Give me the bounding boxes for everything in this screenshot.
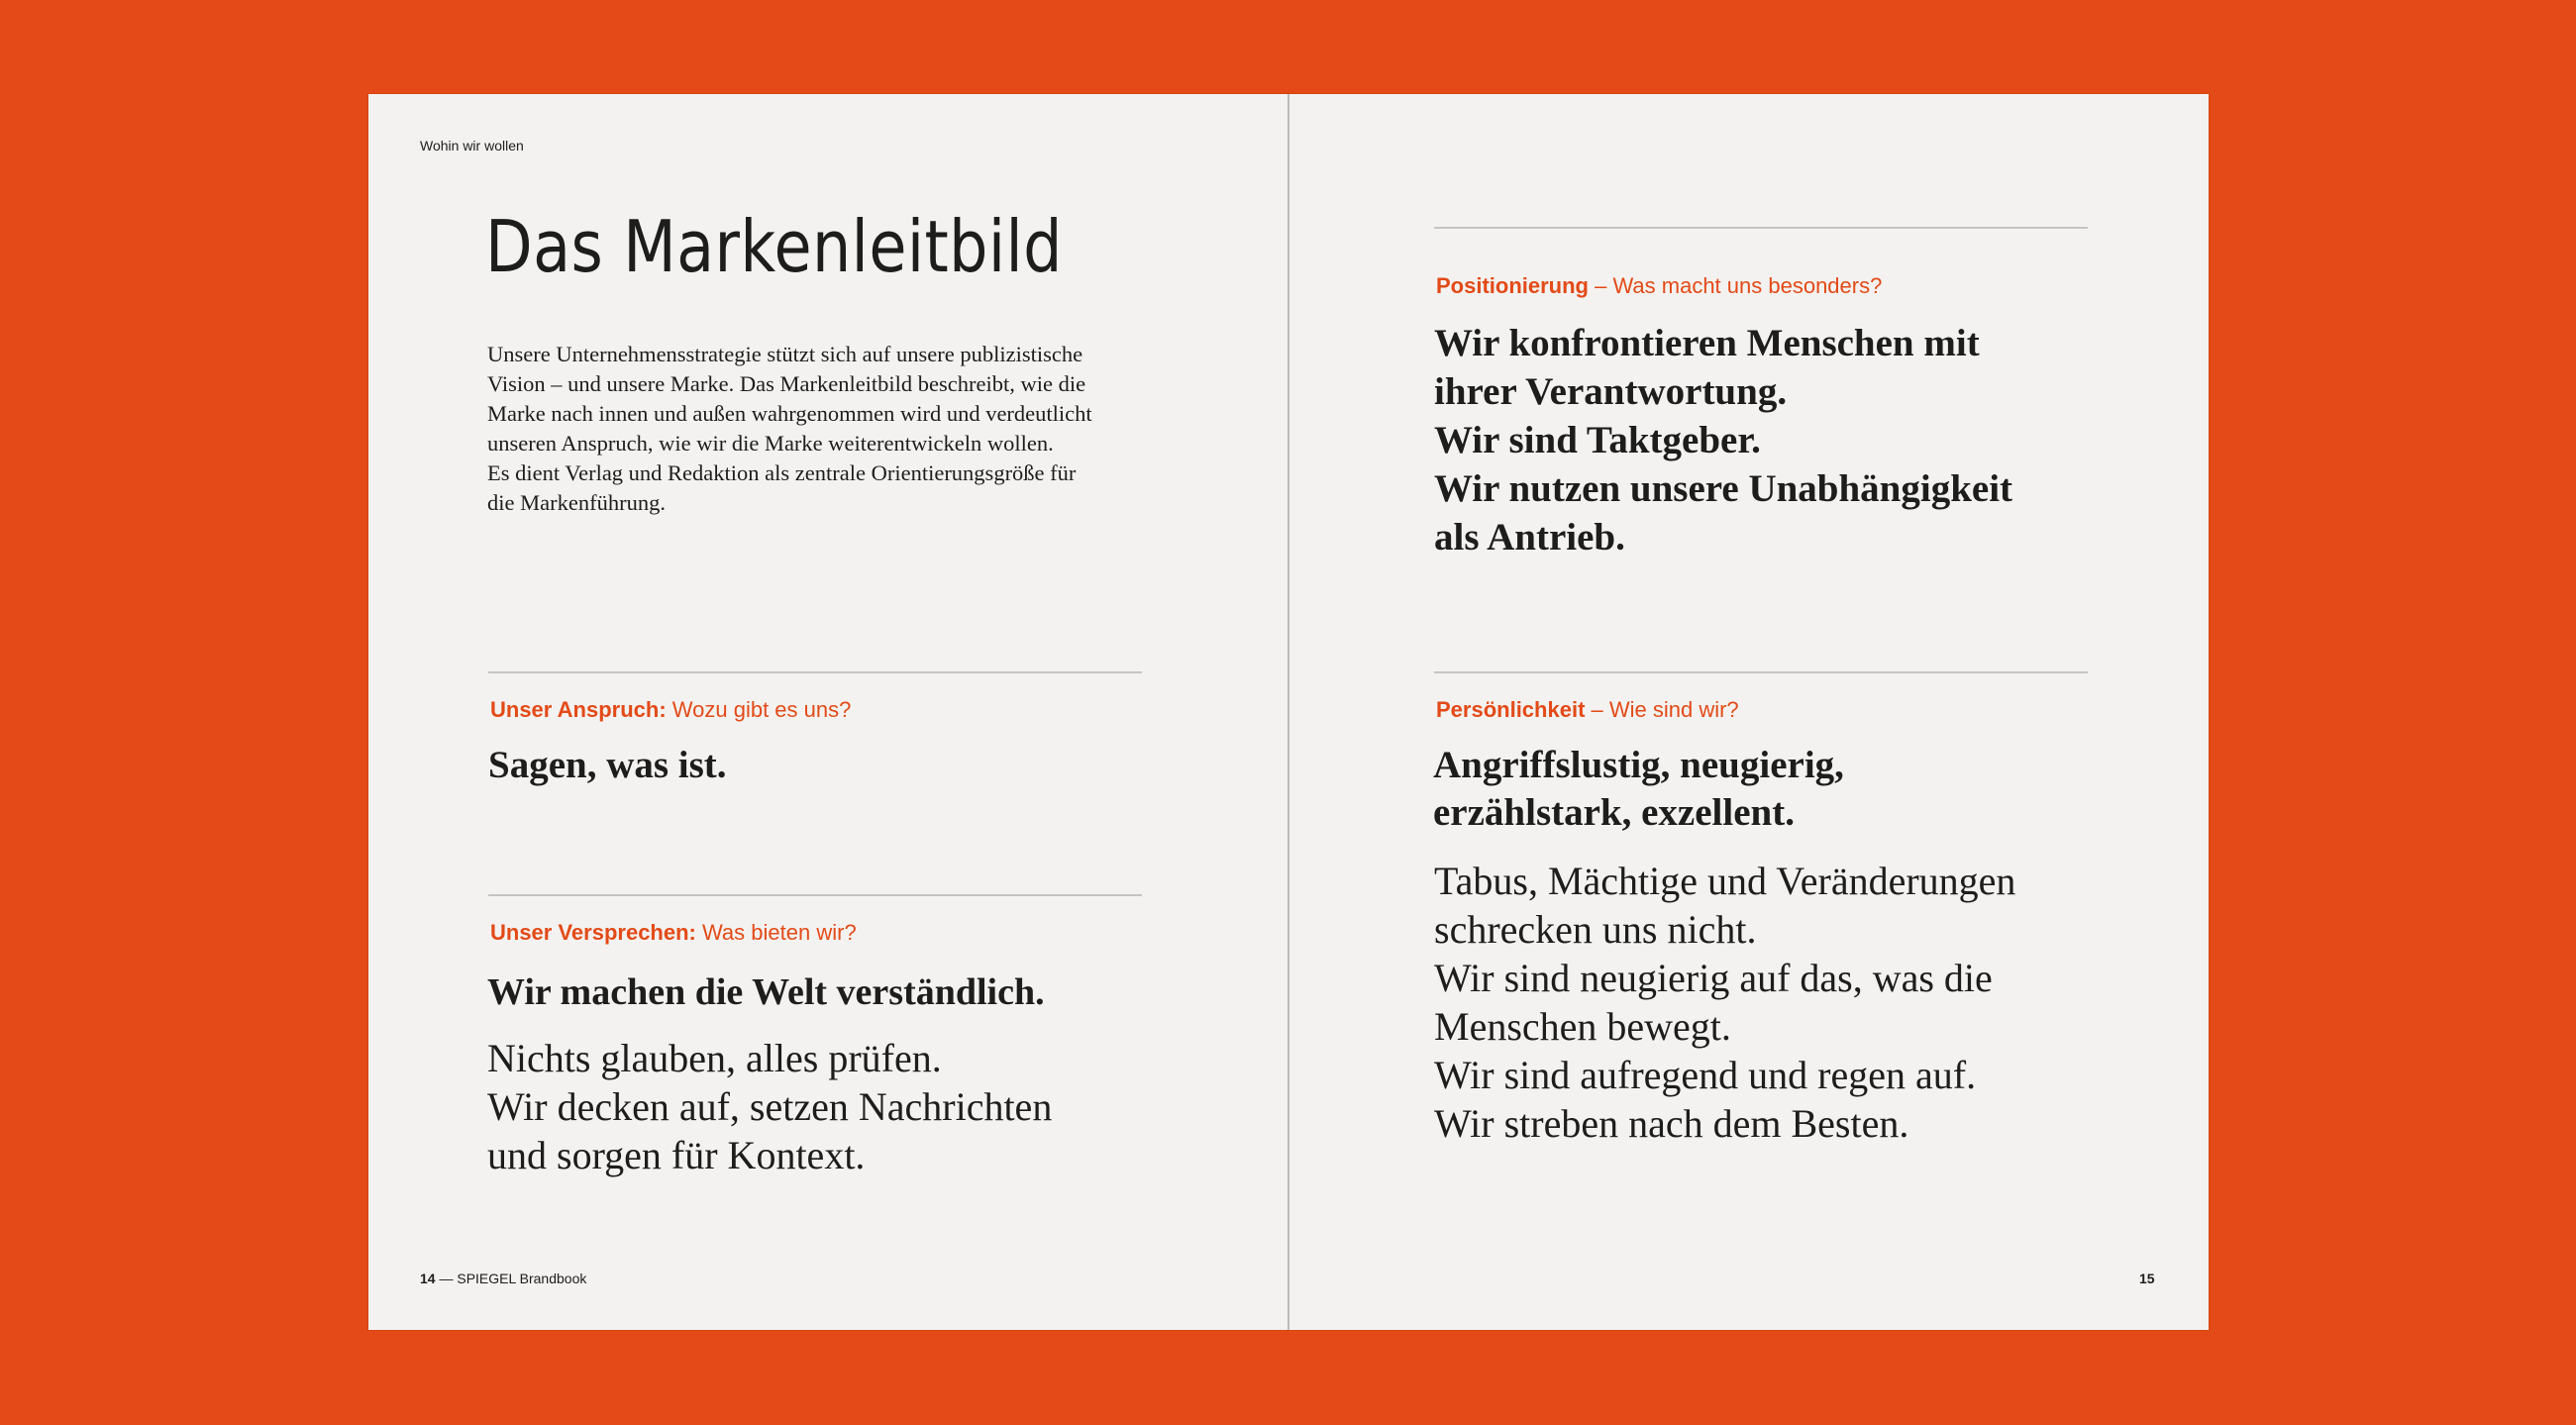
- headline-line: erzählstark, exzellent.: [1433, 791, 1795, 834]
- section-divider: [488, 671, 1142, 673]
- label-question: – Was macht uns besonders?: [1589, 273, 1883, 298]
- intro-line: Vision – und unsere Marke. Das Markenleitbild beschreibt, wie die: [487, 371, 1086, 396]
- label-question: Was bieten wir?: [695, 920, 857, 945]
- headline-line: als Antrieb.: [1434, 516, 1625, 559]
- label-question: Wozu gibt es uns?: [666, 697, 852, 722]
- page-number: 14: [420, 1271, 436, 1286]
- label-bold: Unser Versprechen:: [490, 920, 696, 945]
- label-bold: Unser Anspruch:: [490, 697, 667, 722]
- body-line: Wir streben nach dem Besten.: [1434, 1101, 1909, 1146]
- body-line: und sorgen für Kontext.: [487, 1133, 866, 1177]
- headline-line: Wir konfrontieren Menschen mit: [1434, 322, 1980, 364]
- intro-line: Unsere Unternehmensstrategie stützt sich auf unsere publizistische: [487, 342, 1083, 366]
- body-line: Nichts glauben, alles prüfen.: [487, 1036, 942, 1080]
- section-label-anspruch: [490, 697, 851, 723]
- section-divider: [1434, 671, 2088, 673]
- intro-line: unseren Anspruch, wie wir die Marke weiterentwickeln wollen.: [487, 431, 1054, 456]
- positionierung-statement: [1434, 319, 2012, 561]
- headline-line: Angriffslustig, neugierig,: [1433, 744, 1844, 786]
- versprechen-body: [487, 1034, 1052, 1179]
- intro-line: die Markenführung.: [487, 490, 666, 515]
- section-label-persoenlichkeit: [1436, 697, 1739, 723]
- intro-line: Es dient Verlag und Redaktion als zentrale Orientierungsgröße für: [487, 460, 1077, 485]
- section-divider: [1434, 227, 2088, 229]
- folio-separator: —: [435, 1271, 458, 1286]
- folio-right: [2139, 1271, 2155, 1286]
- page-title: Das Markenleitbild: [485, 205, 1063, 288]
- versprechen-headline: Wir machen die Welt verständlich.: [487, 971, 1045, 1013]
- label-bold: Persönlichkeit: [1436, 697, 1586, 722]
- body-line: Menschen bewegt.: [1434, 1004, 1731, 1049]
- publication-name: SPIEGEL Brandbook: [457, 1271, 587, 1286]
- intro-line: Marke nach innen und außen wahrgenommen wird und verdeutlicht: [487, 401, 1092, 426]
- section-label-positionierung: [1436, 273, 1882, 299]
- brandbook-spread: [368, 94, 2209, 1330]
- headline-line: ihrer Verantwortung.: [1434, 370, 1788, 413]
- headline-line: Wir sind Taktgeber.: [1434, 419, 1761, 461]
- label-question: – Wie sind wir?: [1585, 697, 1739, 722]
- intro-paragraph: [487, 340, 1161, 518]
- body-line: schrecken uns nicht.: [1434, 907, 1757, 952]
- body-line: Wir sind neugierig auf das, was die: [1434, 956, 1993, 1000]
- running-head: Wohin wir wollen: [420, 138, 524, 153]
- folio-left: [420, 1271, 586, 1286]
- headline-line: Wir nutzen unsere Unabhängigkeit: [1434, 467, 2013, 510]
- section-label-versprechen: [490, 920, 857, 946]
- section-divider: [488, 894, 1142, 896]
- anspruch-headline: Sagen, was ist.: [488, 744, 727, 786]
- page-number: 15: [2139, 1271, 2155, 1286]
- body-line: Tabus, Mächtige und Veränderungen: [1434, 859, 2016, 903]
- body-line: Wir sind aufregend und regen auf.: [1434, 1053, 1977, 1097]
- persoenlichkeit-body: [1434, 857, 2015, 1148]
- persoenlichkeit-headline: [1433, 742, 1844, 837]
- label-bold: Positionierung: [1436, 273, 1589, 298]
- spine-divider: [1288, 94, 1289, 1330]
- body-line: Wir decken auf, setzen Nachrichten: [487, 1084, 1053, 1129]
